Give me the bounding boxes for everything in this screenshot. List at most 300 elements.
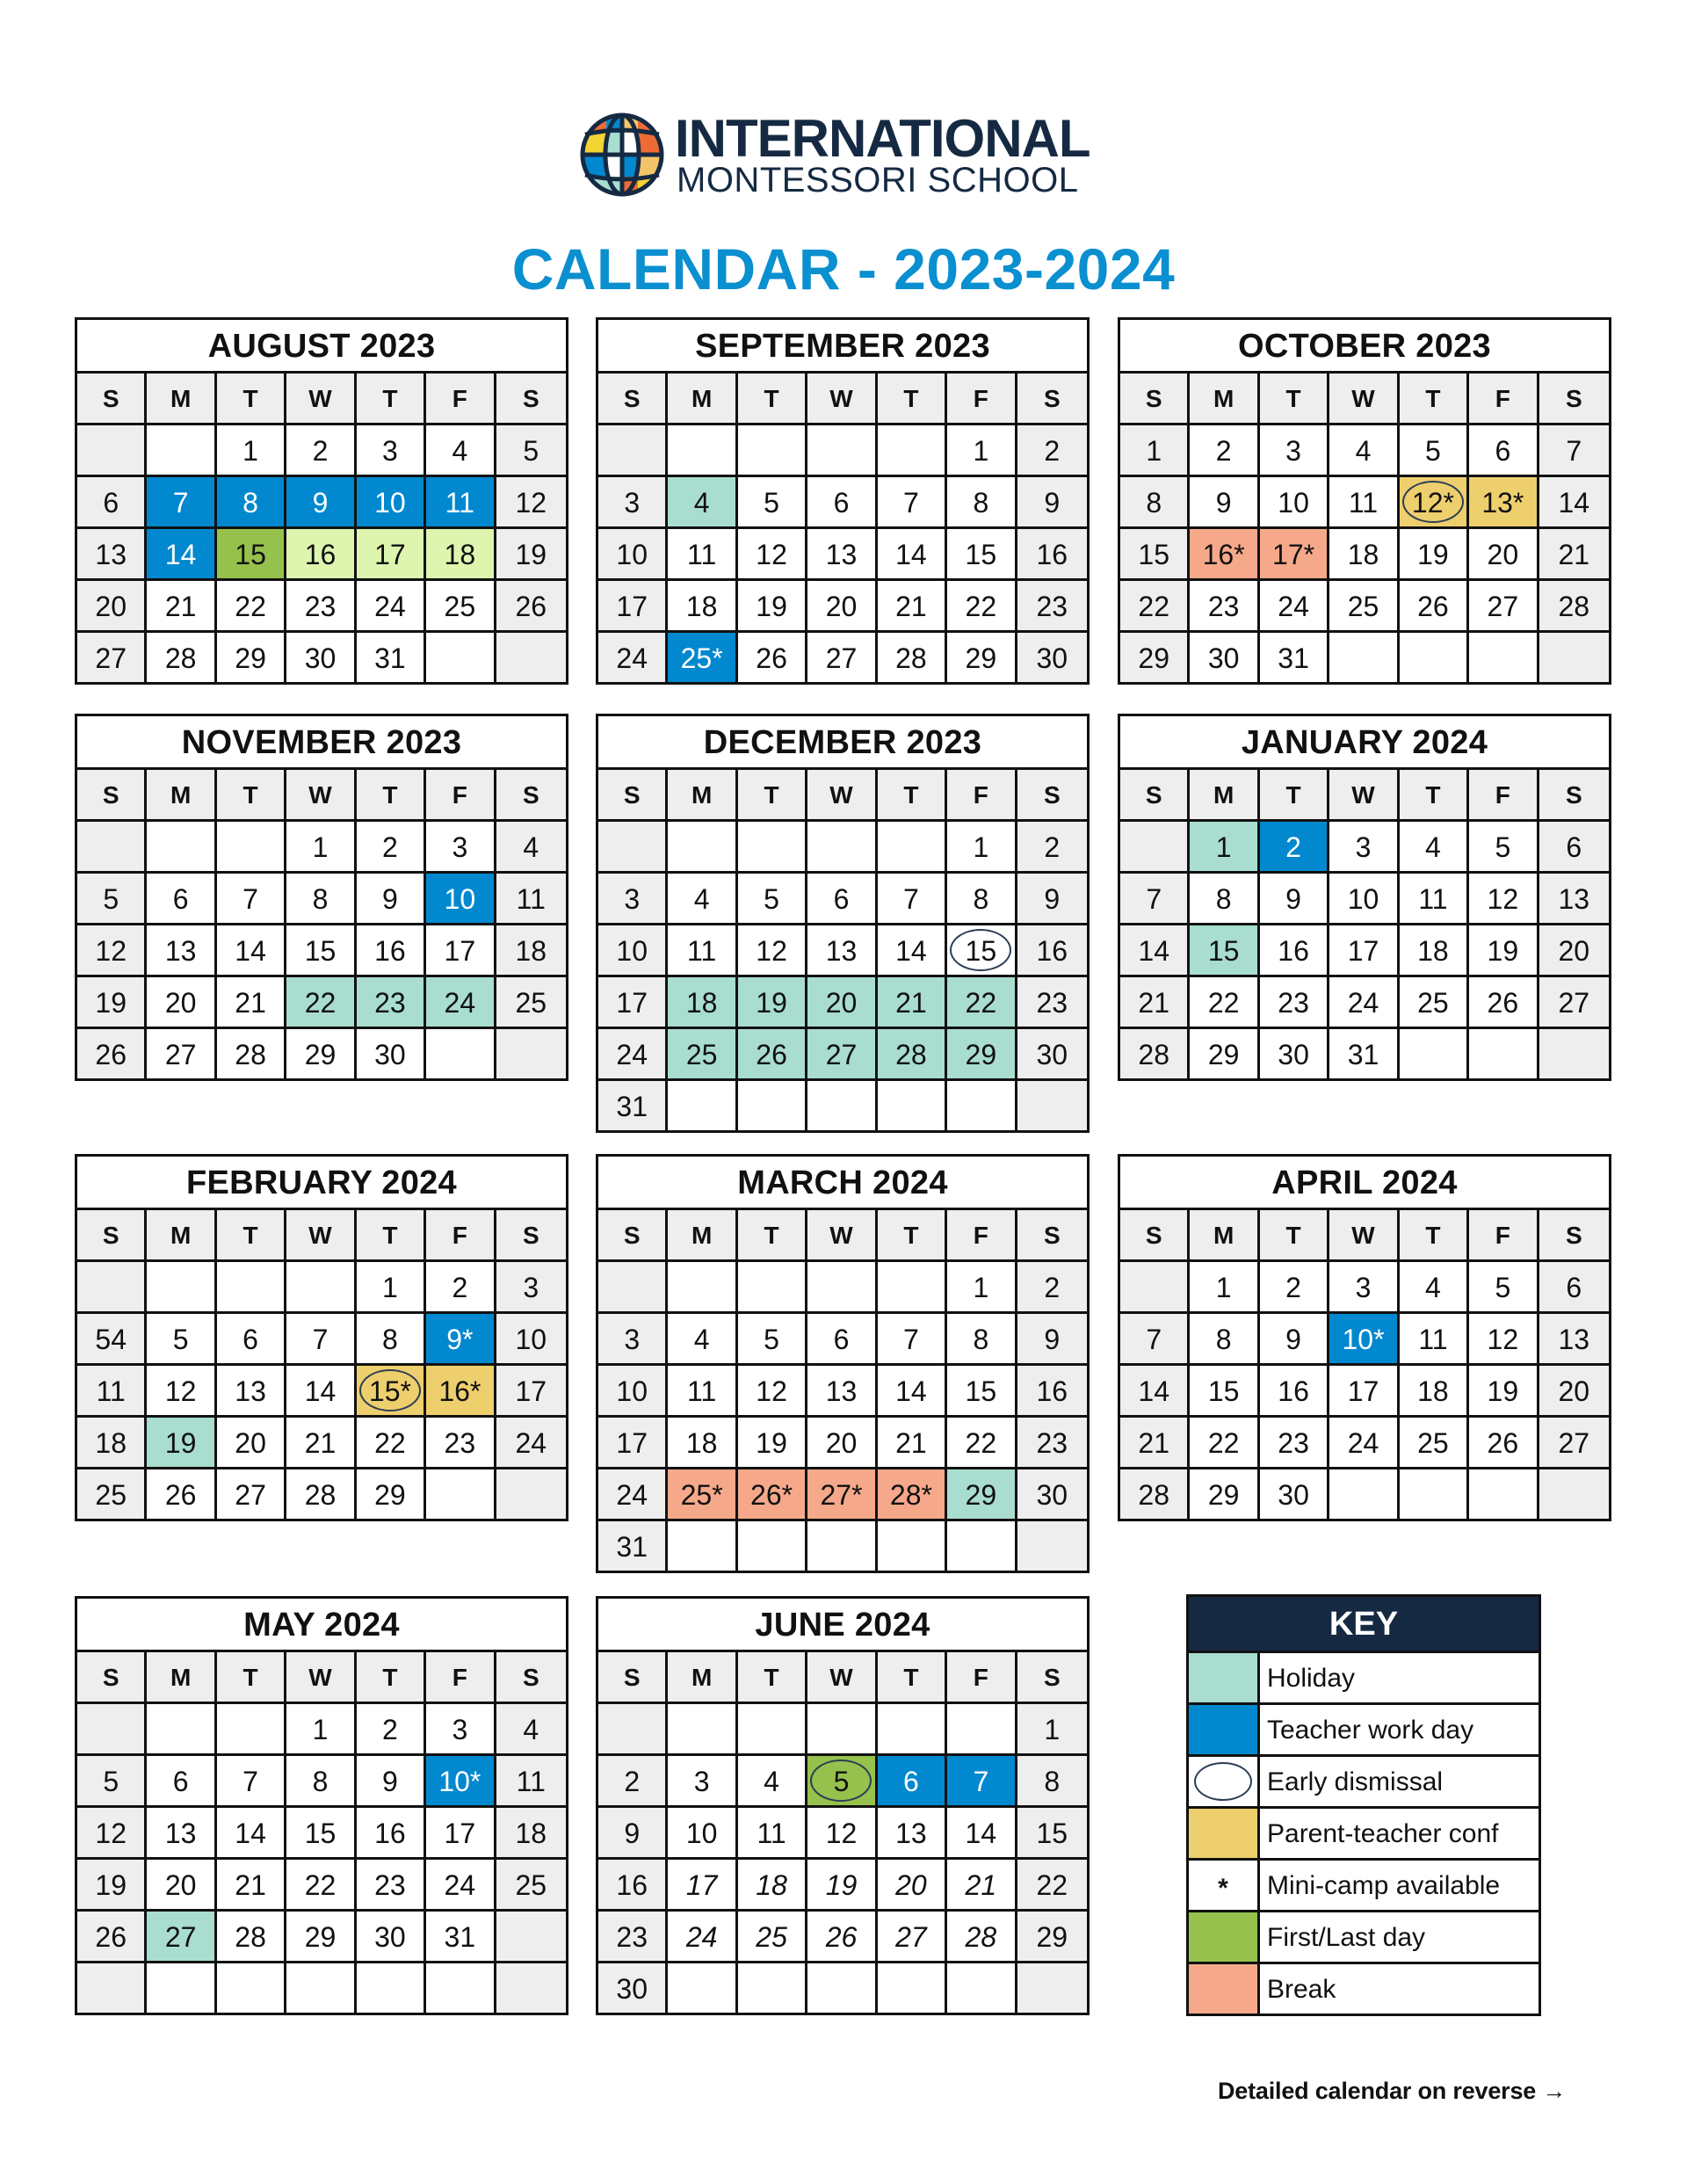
day-cell: 15 <box>1120 529 1190 581</box>
day-cell: 23 <box>1017 1418 1087 1469</box>
day-cell: 20 <box>147 977 216 1029</box>
day-cell: 16* <box>426 1366 496 1418</box>
day-cell: 8 <box>947 874 1017 925</box>
weekday-header: F <box>426 374 496 425</box>
month-title: NOVEMBER 2023 <box>77 716 566 770</box>
empty-day-cell <box>668 1704 737 1756</box>
day-cell: 24 <box>668 1912 737 1963</box>
month-calendar <box>75 714 568 1081</box>
empty-day-cell <box>147 1262 216 1314</box>
day-cell: 19 <box>1400 529 1469 581</box>
day-cell: 19 <box>807 1860 877 1912</box>
day-cell: 9 <box>598 1808 668 1860</box>
day-cell: 22 <box>1190 977 1259 1029</box>
day-cell: 2 <box>1260 1262 1329 1314</box>
day-cell: 2 <box>286 425 356 477</box>
day-cell: 29 <box>1120 633 1190 682</box>
day-cell: 17 <box>426 1808 496 1860</box>
day-cell: 25 <box>496 1860 566 1912</box>
day-cell: 11 <box>496 1756 566 1808</box>
empty-day-cell <box>1469 633 1539 682</box>
day-cell: 3 <box>357 425 426 477</box>
day-cell: 28 <box>1120 1029 1190 1078</box>
day-cell: 9 <box>1017 874 1087 925</box>
day-cell: 15 <box>1017 1808 1087 1860</box>
day-cell: 3 <box>426 822 496 874</box>
empty-day-cell <box>496 633 566 682</box>
day-cell: 17 <box>668 1860 737 1912</box>
weekday-header: M <box>1190 1210 1259 1262</box>
weekday-header: S <box>1539 374 1609 425</box>
day-cell: 25* <box>668 1469 737 1521</box>
day-cell: 17 <box>426 925 496 977</box>
day-cell: 8 <box>1190 1314 1259 1366</box>
day-cell: 9 <box>1017 1314 1087 1366</box>
empty-day-cell <box>1469 1469 1539 1519</box>
day-cell: 1 <box>357 1262 426 1314</box>
weekday-header: S <box>77 374 147 425</box>
empty-day-cell <box>1469 1029 1539 1078</box>
day-cell: 11 <box>1400 874 1469 925</box>
empty-day-cell <box>947 1521 1017 1571</box>
day-cell: 19 <box>77 1860 147 1912</box>
day-cell: 6 <box>878 1756 947 1808</box>
day-cell: 22 <box>947 977 1017 1029</box>
day-cell: 9 <box>357 1756 426 1808</box>
day-cell: 16* <box>1190 529 1259 581</box>
empty-day-cell <box>77 425 147 477</box>
day-cell: 12 <box>77 1808 147 1860</box>
day-cell: 3 <box>1329 822 1399 874</box>
day-cell: 14 <box>147 529 216 581</box>
day-cell: 23 <box>1017 581 1087 633</box>
month-calendar <box>596 317 1090 685</box>
weekday-header: S <box>1539 770 1609 822</box>
day-cell: 30 <box>1017 633 1087 682</box>
day-cell: 3 <box>598 477 668 529</box>
day-cell: 3 <box>668 1756 737 1808</box>
day-cell: 23 <box>1260 977 1329 1029</box>
day-cell: 17 <box>598 581 668 633</box>
day-cell: 18 <box>668 581 737 633</box>
day-cell: 21 <box>1539 529 1609 581</box>
day-cell: 18 <box>77 1418 147 1469</box>
day-cell: 30 <box>1260 1029 1329 1078</box>
weekday-header: F <box>947 770 1017 822</box>
day-cell: 5 <box>77 1756 147 1808</box>
color-swatch <box>1189 1809 1260 1858</box>
day-cell: 21 <box>217 977 286 1029</box>
legend-item <box>1189 1653 1539 1705</box>
day-cell: 25* <box>668 633 737 682</box>
weekday-header: T <box>738 1210 807 1262</box>
weekday-header: S <box>77 770 147 822</box>
weekday-header: S <box>1017 770 1087 822</box>
day-cell: 13 <box>147 1808 216 1860</box>
day-cell: 23 <box>1260 1418 1329 1469</box>
month-calendar <box>1118 714 1611 1081</box>
color-swatch <box>1189 1964 1260 2013</box>
day-cell: 26 <box>738 633 807 682</box>
page-title: CALENDAR - 2023-2024 <box>511 236 1176 301</box>
day-cell: 20 <box>878 1860 947 1912</box>
day-cell: 6 <box>147 1756 216 1808</box>
day-cell: 26 <box>77 1029 147 1078</box>
day-cell: 30 <box>1017 1029 1087 1081</box>
empty-day-cell <box>1017 1081 1087 1130</box>
day-cell: 12 <box>147 1366 216 1418</box>
day-cell: 1 <box>947 1262 1017 1314</box>
day-cell: 13 <box>878 1808 947 1860</box>
day-cell: 24 <box>1260 581 1329 633</box>
day-cell: 13* <box>1469 477 1539 529</box>
day-cell: 7 <box>147 477 216 529</box>
asterisk-icon: * <box>1189 1861 1260 1910</box>
empty-day-cell <box>668 425 737 477</box>
legend-label: Parent-teacher conf <box>1267 1819 1499 1848</box>
day-cell: 20 <box>807 977 877 1029</box>
day-cell: 28 <box>286 1469 356 1519</box>
day-cell: 4 <box>738 1756 807 1808</box>
weekday-header: T <box>878 1210 947 1262</box>
weekday-header: S <box>1017 1210 1087 1262</box>
day-cell: 4 <box>668 874 737 925</box>
day-cell: 17 <box>357 529 426 581</box>
day-cell: 14 <box>1120 1366 1190 1418</box>
day-cell: 17 <box>598 977 668 1029</box>
day-cell: 16 <box>357 925 426 977</box>
weekday-header: T <box>878 374 947 425</box>
day-cell: 1 <box>1190 822 1259 874</box>
day-cell: 30 <box>598 1963 668 2013</box>
day-cell: 8 <box>217 477 286 529</box>
day-cell: 11 <box>77 1366 147 1418</box>
day-cell: 23 <box>357 977 426 1029</box>
legend-title: KEY <box>1189 1597 1539 1653</box>
day-cell: 28* <box>878 1469 947 1521</box>
day-cell: 19 <box>1469 1366 1539 1418</box>
day-cell: 20 <box>77 581 147 633</box>
weekday-header: M <box>668 374 737 425</box>
day-cell: 5 <box>77 874 147 925</box>
day-cell: 27* <box>807 1469 877 1521</box>
empty-day-cell <box>878 822 947 874</box>
day-cell: 13 <box>147 925 216 977</box>
day-cell: 29 <box>286 1912 356 1963</box>
weekday-header: W <box>1329 1210 1399 1262</box>
weekday-header: F <box>947 1652 1017 1704</box>
day-cell: 4 <box>426 425 496 477</box>
month-title: JUNE 2024 <box>598 1599 1087 1652</box>
legend-item <box>1189 1809 1539 1861</box>
day-cell: 25 <box>1329 581 1399 633</box>
empty-day-cell <box>1017 1521 1087 1571</box>
weekday-header: S <box>1017 1652 1087 1704</box>
empty-day-cell <box>496 1469 566 1519</box>
day-cell: 27 <box>217 1469 286 1519</box>
day-cell: 21 <box>147 581 216 633</box>
day-cell: 23 <box>598 1912 668 1963</box>
day-cell: 26 <box>738 1029 807 1081</box>
day-cell: 19 <box>738 977 807 1029</box>
day-cell: 21 <box>1120 1418 1190 1469</box>
empty-day-cell <box>738 1521 807 1571</box>
day-cell: 4 <box>668 477 737 529</box>
day-cell: 14 <box>217 925 286 977</box>
weekday-header: M <box>147 1210 216 1262</box>
day-cell: 22 <box>947 1418 1017 1469</box>
weekday-header: T <box>1400 1210 1469 1262</box>
weekday-header: T <box>357 1652 426 1704</box>
empty-day-cell <box>77 822 147 874</box>
empty-day-cell <box>598 425 668 477</box>
day-cell: 24 <box>1329 977 1399 1029</box>
weekday-header: M <box>1190 374 1259 425</box>
day-cell: 16 <box>357 1808 426 1860</box>
day-cell: 1 <box>286 822 356 874</box>
empty-day-cell <box>496 1912 566 1963</box>
empty-day-cell <box>878 1081 947 1130</box>
day-cell: 12 <box>738 925 807 977</box>
empty-day-cell <box>598 1262 668 1314</box>
day-cell: 13 <box>1539 874 1609 925</box>
day-cell: 13 <box>217 1366 286 1418</box>
day-cell: 8 <box>1190 874 1259 925</box>
day-cell: 2 <box>1017 1262 1087 1314</box>
day-cell: 4 <box>496 822 566 874</box>
day-cell: 25 <box>668 1029 737 1081</box>
legend-item <box>1189 1964 1539 2013</box>
day-cell: 5 <box>1469 822 1539 874</box>
weekday-header: T <box>217 1210 286 1262</box>
day-cell: 28 <box>947 1912 1017 1963</box>
day-cell: 3 <box>1260 425 1329 477</box>
day-cell: 26 <box>77 1912 147 1963</box>
weekday-header: T <box>1260 374 1329 425</box>
empty-day-cell <box>286 1262 356 1314</box>
month-calendar <box>75 317 568 685</box>
day-cell: 29 <box>286 1029 356 1078</box>
day-cell: 18 <box>426 529 496 581</box>
month-title: SEPTEMBER 2023 <box>598 320 1087 374</box>
weekday-header: S <box>77 1652 147 1704</box>
day-cell: 2 <box>1260 822 1329 874</box>
day-cell: 22 <box>286 977 356 1029</box>
day-cell: 7 <box>1120 1314 1190 1366</box>
day-cell: 15 <box>947 1366 1017 1418</box>
month-calendar <box>596 714 1090 1133</box>
day-cell: 11 <box>738 1808 807 1860</box>
day-cell: 27 <box>807 633 877 682</box>
weekday-header: S <box>496 1652 566 1704</box>
color-swatch <box>1189 1705 1260 1754</box>
empty-day-cell <box>878 1521 947 1571</box>
day-cell: 7 <box>217 1756 286 1808</box>
day-cell: 18 <box>738 1860 807 1912</box>
weekday-header: M <box>1190 770 1259 822</box>
day-cell: 8 <box>357 1314 426 1366</box>
day-cell: 3 <box>598 1314 668 1366</box>
month-calendar <box>1118 317 1611 685</box>
day-cell: 4 <box>668 1314 737 1366</box>
weekday-header: T <box>1260 1210 1329 1262</box>
weekday-header: T <box>217 1652 286 1704</box>
day-cell: 13 <box>77 529 147 581</box>
day-cell: 9* <box>426 1314 496 1366</box>
empty-day-cell <box>1539 633 1609 682</box>
day-cell: 3 <box>598 874 668 925</box>
empty-day-cell <box>147 425 216 477</box>
weekday-header: T <box>738 374 807 425</box>
empty-day-cell <box>807 1262 877 1314</box>
empty-day-cell <box>217 1704 286 1756</box>
day-cell: 18 <box>668 977 737 1029</box>
weekday-header: M <box>147 770 216 822</box>
day-cell: 27 <box>1469 581 1539 633</box>
day-cell: 15 <box>217 529 286 581</box>
day-cell: 7 <box>878 874 947 925</box>
empty-day-cell <box>807 1704 877 1756</box>
weekday-header: T <box>1400 374 1469 425</box>
day-cell: 22 <box>357 1418 426 1469</box>
month-calendar <box>75 1154 568 1521</box>
day-cell: 29 <box>1017 1912 1087 1963</box>
school-logo <box>578 111 1114 199</box>
empty-day-cell <box>668 1521 737 1571</box>
day-cell: 6 <box>147 874 216 925</box>
empty-day-cell <box>286 1963 356 2013</box>
day-cell: 23 <box>357 1860 426 1912</box>
legend-label: Early dismissal <box>1267 1767 1444 1796</box>
day-cell: 25 <box>1400 977 1469 1029</box>
empty-day-cell <box>77 1262 147 1314</box>
day-cell: 21 <box>878 1418 947 1469</box>
day-cell: 19 <box>738 1418 807 1469</box>
weekday-header: S <box>598 770 668 822</box>
day-cell: 10 <box>598 925 668 977</box>
weekday-header: W <box>807 770 877 822</box>
weekday-header: S <box>496 1210 566 1262</box>
day-cell: 27 <box>1539 977 1609 1029</box>
day-cell: 3 <box>1329 1262 1399 1314</box>
day-cell: 12 <box>1469 1314 1539 1366</box>
weekday-header: M <box>147 1652 216 1704</box>
day-cell: 17 <box>1329 1366 1399 1418</box>
empty-day-cell <box>598 822 668 874</box>
day-cell: 9 <box>1260 874 1329 925</box>
day-cell: 6 <box>1469 425 1539 477</box>
day-cell: 23 <box>286 581 356 633</box>
reverse-note: Detailed calendar on reverse → <box>1218 2078 1567 2104</box>
day-cell: 25 <box>426 581 496 633</box>
month-title: DECEMBER 2023 <box>598 716 1087 770</box>
day-cell: 18 <box>496 1808 566 1860</box>
day-cell: 12 <box>496 477 566 529</box>
day-cell: 10 <box>668 1808 737 1860</box>
day-cell: 28 <box>1120 1469 1190 1519</box>
day-cell: 2 <box>426 1262 496 1314</box>
empty-day-cell <box>947 1081 1017 1130</box>
day-cell: 12 <box>738 529 807 581</box>
empty-day-cell <box>426 1469 496 1519</box>
day-cell: 14 <box>1120 925 1190 977</box>
empty-day-cell <box>878 1262 947 1314</box>
day-cell: 25 <box>496 977 566 1029</box>
day-cell: 9 <box>286 477 356 529</box>
empty-day-cell <box>1329 633 1399 682</box>
empty-day-cell <box>1329 1469 1399 1519</box>
day-cell: 6 <box>807 477 877 529</box>
weekday-header: W <box>1329 374 1399 425</box>
weekday-header: T <box>738 1652 807 1704</box>
day-cell: 17 <box>598 1418 668 1469</box>
day-cell: 24 <box>598 1469 668 1521</box>
day-cell: 31 <box>598 1521 668 1571</box>
day-cell: 14 <box>286 1366 356 1418</box>
legend-label: Holiday <box>1267 1664 1356 1693</box>
day-cell: 28 <box>147 633 216 682</box>
empty-day-cell <box>1400 1029 1469 1078</box>
empty-day-cell <box>878 425 947 477</box>
empty-day-cell <box>668 1963 737 2013</box>
day-cell: 6 <box>807 1314 877 1366</box>
empty-day-cell <box>1120 1262 1190 1314</box>
day-cell: 19 <box>77 977 147 1029</box>
day-cell: 26 <box>1469 1418 1539 1469</box>
empty-day-cell <box>496 1029 566 1078</box>
day-cell: 29 <box>1190 1029 1259 1078</box>
day-cell: 28 <box>217 1029 286 1078</box>
weekday-header: T <box>738 770 807 822</box>
day-cell: 30 <box>286 633 356 682</box>
empty-day-cell <box>426 1029 496 1078</box>
day-cell: 20 <box>1469 529 1539 581</box>
day-cell: 22 <box>1120 581 1190 633</box>
weekday-header: W <box>1329 770 1399 822</box>
day-cell: 10* <box>426 1756 496 1808</box>
day-cell: 5 <box>147 1314 216 1366</box>
day-cell: 17 <box>496 1366 566 1418</box>
weekday-header: M <box>668 1652 737 1704</box>
weekday-header: M <box>668 1210 737 1262</box>
empty-day-cell <box>738 1081 807 1130</box>
day-cell: 20 <box>1539 925 1609 977</box>
empty-day-cell <box>807 1963 877 2013</box>
day-cell: 22 <box>947 581 1017 633</box>
day-cell: 24 <box>357 581 426 633</box>
day-cell: 10 <box>496 1314 566 1366</box>
day-cell: 29 <box>1190 1469 1259 1519</box>
day-cell: 28 <box>217 1912 286 1963</box>
day-cell: 8 <box>947 477 1017 529</box>
day-cell: 24 <box>426 977 496 1029</box>
day-cell: 29 <box>947 1029 1017 1081</box>
legend-label: First/Last day <box>1267 1923 1426 1952</box>
day-cell: 12 <box>1469 874 1539 925</box>
empty-day-cell <box>1017 1963 1087 2013</box>
day-cell: 10 <box>598 1366 668 1418</box>
weekday-header: S <box>1120 374 1190 425</box>
logo-wordmark-line2: MONTESSORI SCHOOL <box>677 161 1079 200</box>
weekday-header: W <box>286 1652 356 1704</box>
day-cell: 19 <box>738 581 807 633</box>
empty-day-cell <box>1539 1469 1609 1519</box>
day-cell: 27 <box>147 1029 216 1078</box>
day-cell: 10 <box>1329 874 1399 925</box>
day-cell: 14 <box>217 1808 286 1860</box>
month-calendar <box>596 1154 1090 1573</box>
weekday-header: S <box>1120 770 1190 822</box>
